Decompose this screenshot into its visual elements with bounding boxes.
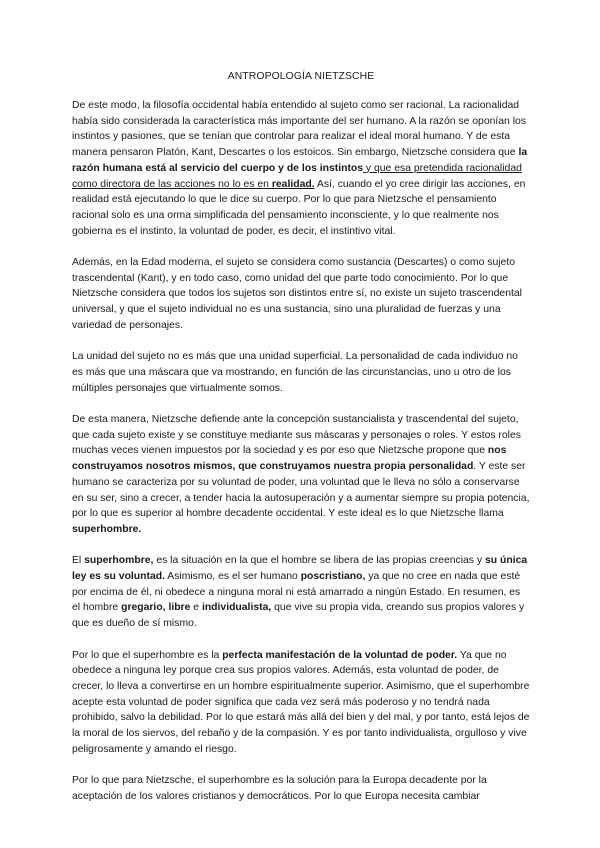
text-run: De esta manera, Nietzsche defiende ante la concepción sustancialista y trascendental del sujeto, que cada sujeto existe y se constituye mediante sus máscaras y personajes o roles. Y estos roles muchas veces vienen impuestos por la sociedad y es por eso que Nietzsche propone que: [72, 414, 521, 457]
text-run: e: [190, 602, 202, 614]
document-body: [72, 98, 530, 805]
paragraph: [72, 98, 530, 239]
text-run: Asimismo, es el ser humano: [164, 571, 301, 583]
paragraph: [72, 773, 530, 804]
paragraph: [72, 255, 530, 334]
bold-text: superhombre,: [84, 555, 154, 567]
text-run: Además, en la Edad moderna, el sujeto se considera como sustancia (Descartes) o como sujeto trascendental (Kant), y en todo caso, como unidad del que parte todo conocimiento. Por lo que Nietzsche considera que todos los sujetos son distintos entre sí, no existe un sujeto trascendental universal, y que el sujeto individual no es una sustancia, sino una pluralidad de fuerzas y una variedad de personajes.: [72, 257, 522, 331]
bold-text: individualista,: [201, 602, 272, 614]
paragraph: [72, 412, 530, 538]
bold-text: perfecta manifestación de la voluntad de poder.: [222, 649, 458, 661]
bold-text: realidad.: [271, 178, 315, 190]
text-run: ya que no cree en nada que esté por encima de él, ni obedece a ninguna moral ni está amarrado a ningún Estado. En resumen, es el hombre: [72, 571, 521, 614]
text-run: Ya que no obedece a ninguna ley porque crea sus propios valores. Además, esta voluntad de poder, de crecer, lo lleva a convertirse en un hombre espiritualmente superior. Asimismo, que el superhombre acepte esta voluntad de poder significa que cada vez será más poderoso y no tendrá nada prohibido, salvo la debilidad. Por lo que estará más allá del bien y del mal, y por tanto, está lejos de la moral de los siervos, del rebaño y de la compasión. Y es por tanto individualista, orgulloso y vive peligrosamente y amando el riesgo.: [72, 649, 530, 755]
bold-text: la razón humana está al servicio del cuerpo y de los instintos: [72, 147, 528, 174]
paragraph: [72, 553, 530, 632]
text-run: Así, cuando el yo cree dirigir las acciones, en realidad está ejecutando lo que le dice su cuerpo. Por lo que para Nietzsche el pensamiento racional solo es una orma simplificada del pensamiento inconsciente, y lo que realmente nos gobierna es el instinto, la voluntad de poder, es decir, el instintivo vital.: [72, 178, 526, 237]
text-run: La unidad del sujeto no es más que una unidad superficial. La personalidad de cada individuo no es más que una máscara que va mostrando, en función de las circunstancias, uno u otro de los múltiples personajes que virtualmente somos.: [72, 351, 518, 394]
text-run: De este modo, la filosofía occidental había entendido al sujeto como ser racional. La racionalidad había sido considerada la característica más importante del ser humano. A la razón se oponían los instintos y pasiones, que se tenían que controlar para realizar el ideal moral humano. Y de esta manera pensaron Platón, Kant, Descartes o los estoicos. Sin embargo, Nietzsche considera que: [72, 100, 526, 159]
text-run: es la situación en la que el hombre se libera de las propias creencias y: [153, 555, 485, 567]
text-run: . Y este ser humano se caracteriza por su voluntad de poder, una voluntad que le lleva no sólo a conservarse en su ser, sino a crecer, a tender hacia la autosuperación y a aumentar siempre su propia potencia, por lo que es superior al hombre decadente occidental. Y este ideal es lo que Nietzsche llama: [72, 461, 530, 520]
bold-text: su única ley es su voluntad.: [72, 555, 528, 583]
text-run: y que esa pretendida racionalidad como directora de las acciones no lo es en: [72, 162, 522, 190]
text-run: que vive su propia vida, creando sus propios valores y que es dueño de sí mismo.: [72, 602, 525, 630]
bold-text: superhombre.: [72, 523, 142, 535]
bold-text: poscristiano,: [300, 571, 366, 583]
text-run: Por lo que el superhombre es la: [72, 649, 223, 661]
bold-text: gregario, libre: [121, 602, 191, 614]
page-title: ANTROPOLOGÍA NIETZSCHE: [227, 71, 375, 82]
text-run: El: [72, 555, 85, 567]
text-run: Por lo que para Nietzsche, el superhombre es la solución para la Europa decadente por la aceptación de los valores cristianos y democráticos. Por lo que Europa necesita cambiar: [72, 775, 487, 802]
paragraph: [72, 648, 530, 758]
paragraph: [72, 349, 530, 396]
bold-text: nos construyamos nosotros mismos, que construyamos nuestra propia personalidad: [72, 445, 507, 473]
